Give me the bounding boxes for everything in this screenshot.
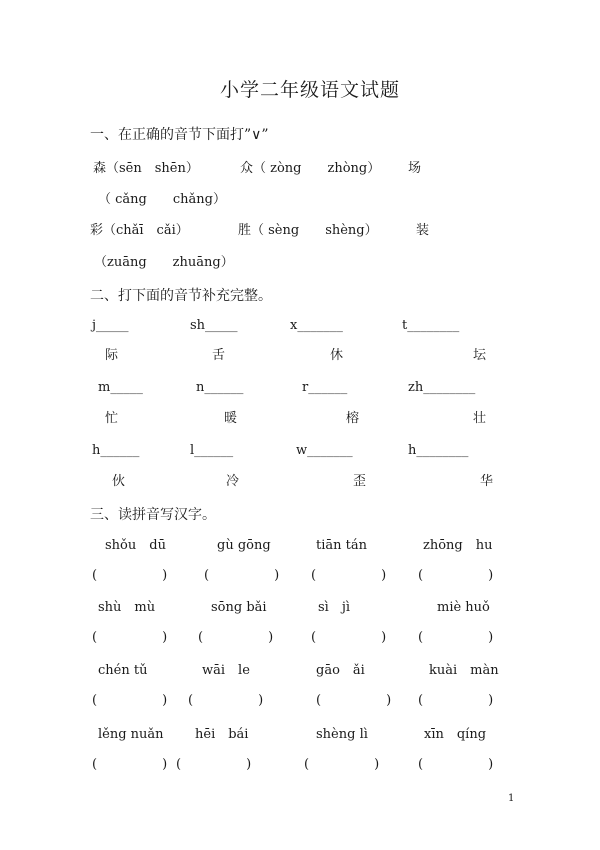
s3-pinyin: hēi bái: [195, 727, 249, 742]
s3-answer-box: ( ): [316, 693, 392, 708]
s2-blank: j_____: [92, 318, 129, 333]
s2-blank: h________: [408, 443, 469, 458]
s1-item-sheng: 胜（ sèng shèng）: [238, 223, 378, 238]
s2-blank: h______: [92, 443, 140, 458]
s3-answer-box: ( ): [418, 630, 494, 645]
s3-pinyin: sōng bǎi: [211, 600, 267, 615]
s1-item-zhuang-pinyin: （zuāng zhuāng）: [94, 255, 234, 270]
s3-answer-box: ( ): [304, 757, 380, 772]
s3-pinyin: tiān tán: [316, 538, 367, 553]
s3-pinyin: shèng lì: [316, 727, 368, 742]
s3-answer-box: ( ): [92, 630, 168, 645]
s2-blank: m_____: [98, 380, 143, 395]
s3-pinyin: kuài màn: [429, 663, 499, 678]
s2-blank: zh________: [408, 380, 476, 395]
s3-answer-box: ( ): [418, 757, 494, 772]
s2-char: 休: [330, 348, 344, 363]
s3-pinyin: lěng nuǎn: [98, 727, 164, 742]
s3-answer-box: ( ): [311, 630, 387, 645]
s3-answer-box: ( ): [311, 568, 387, 583]
s1-item-chang-char: 场: [408, 161, 422, 176]
s3-answer-box: ( ): [204, 568, 280, 583]
s3-pinyin: shǒu dū: [105, 538, 166, 553]
s2-blank: l______: [190, 443, 234, 458]
s2-char: 冷: [226, 474, 240, 489]
s3-pinyin: shù mù: [98, 600, 156, 615]
s3-answer-box: ( ): [418, 693, 494, 708]
s2-blank: n______: [196, 380, 244, 395]
s3-answer-box: ( ): [92, 568, 168, 583]
section2-heading: 二、打下面的音节补充完整。: [90, 288, 272, 304]
s3-answer-box: ( ): [198, 630, 274, 645]
s2-char: 舌: [212, 348, 226, 363]
page-number: 1: [508, 793, 515, 804]
s2-blank: x_______: [290, 318, 343, 333]
s3-answer-box: ( ): [92, 757, 168, 772]
s3-answer-box: ( ): [418, 568, 494, 583]
s3-pinyin: gāo ǎi: [316, 663, 365, 678]
s2-blank: w_______: [296, 443, 353, 458]
s3-pinyin: wāi le: [202, 663, 250, 678]
s2-char: 际: [105, 348, 119, 363]
s3-pinyin: xīn qíng: [424, 727, 487, 742]
s2-char: 壮: [473, 411, 487, 426]
s1-item-sen: 森（sēn shēn）: [93, 161, 199, 176]
s1-item-zhong: 众（ zòng zhòng）: [240, 161, 381, 176]
s2-char: 榕: [346, 411, 360, 426]
s3-pinyin: sì jì: [318, 600, 351, 615]
s1-item-chang-pinyin: （ cǎng chǎng）: [98, 192, 226, 207]
page-title: 小学二年级语文试题: [220, 79, 401, 101]
s3-answer-box: ( ): [176, 757, 252, 772]
s2-char: 歪: [353, 474, 367, 489]
s2-char: 忙: [105, 411, 119, 426]
s3-answer-box: ( ): [92, 693, 168, 708]
section3-heading: 三、读拼音写汉字。: [90, 507, 216, 523]
s2-char: 坛: [473, 348, 487, 363]
s2-blank: r______: [302, 380, 348, 395]
s3-pinyin: miè huǒ: [437, 600, 490, 615]
s1-item-zhuang-char: 装: [416, 223, 430, 238]
s2-char: 华: [480, 474, 494, 489]
s3-answer-box: ( ): [188, 693, 264, 708]
s2-blank: t________: [402, 318, 460, 333]
s3-pinyin: gù gōng: [217, 538, 271, 553]
s1-item-cai: 彩（chǎī cǎi）: [90, 223, 189, 238]
s3-pinyin: chén tǔ: [98, 663, 148, 678]
s3-pinyin: zhōng hu: [423, 538, 493, 553]
s2-blank: sh_____: [190, 318, 238, 333]
s2-char: 伙: [112, 474, 126, 489]
s2-char: 暖: [224, 411, 238, 426]
section1-heading: 一、在正确的音节下面打”∨”: [90, 127, 269, 143]
